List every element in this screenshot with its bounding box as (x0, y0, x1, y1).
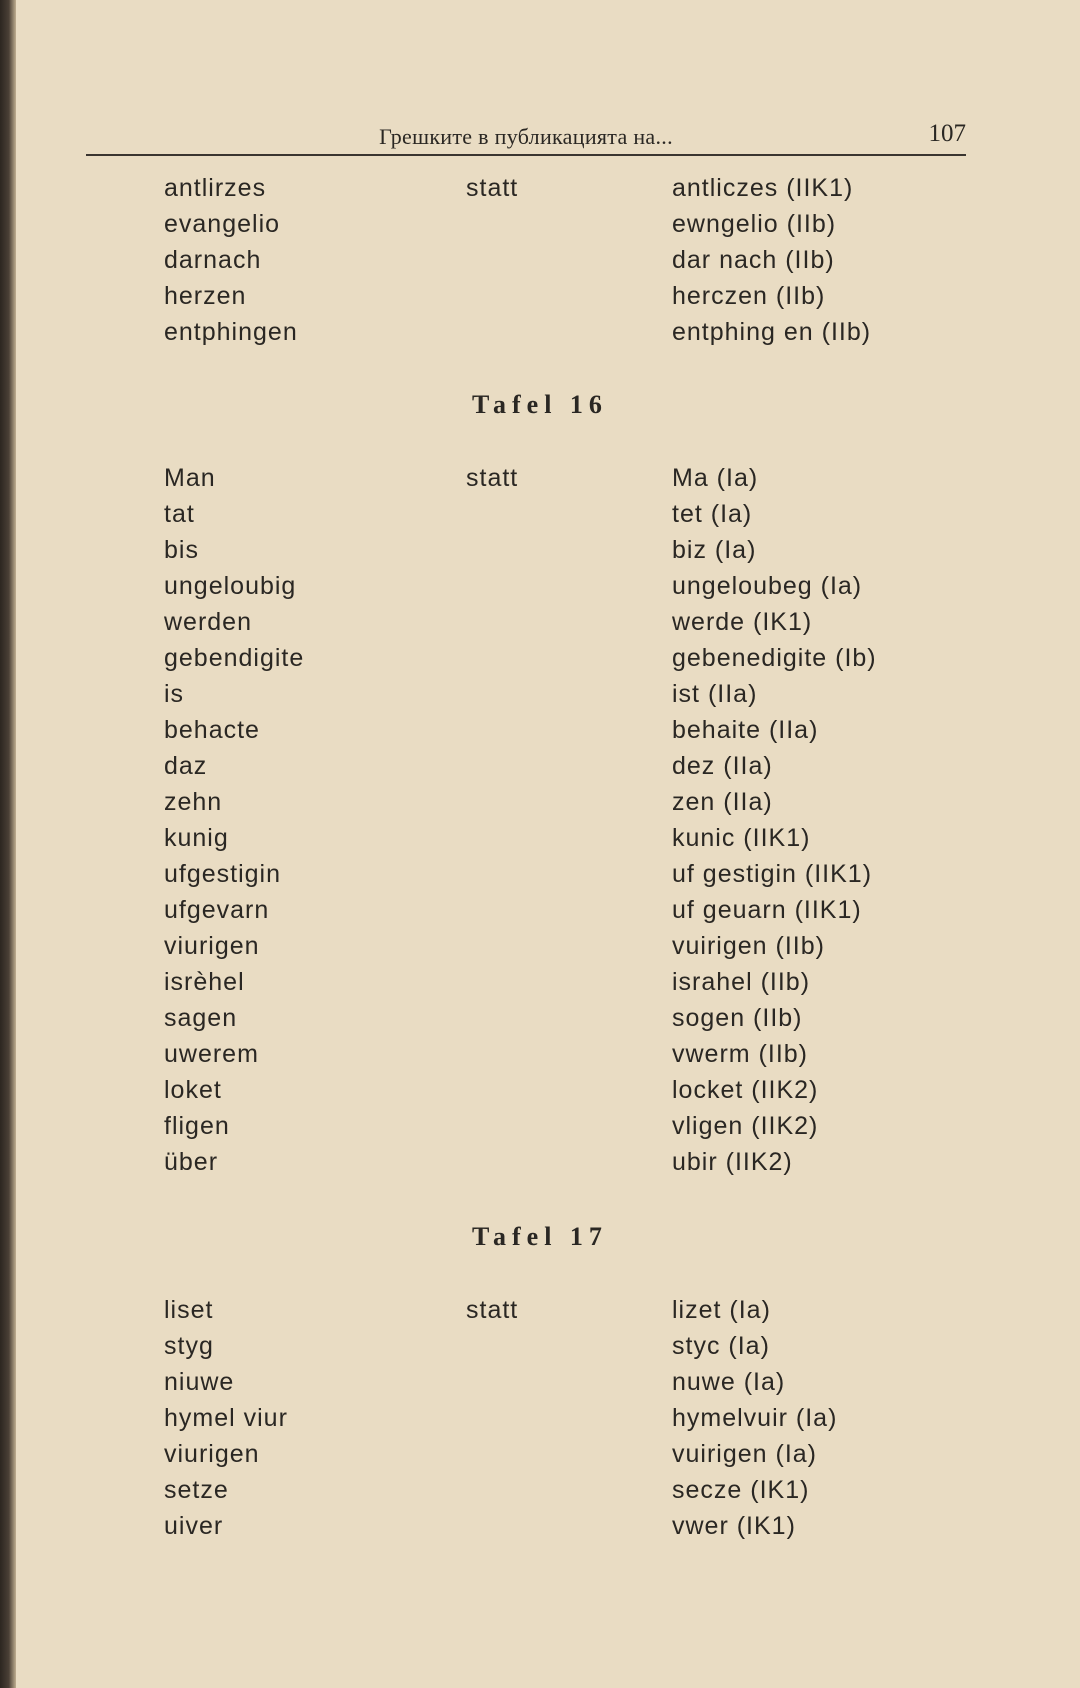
correct-form: locket (IIK2) (672, 1076, 819, 1104)
list-item (0, 640, 1080, 676)
list-item (0, 1400, 1080, 1436)
list-item (0, 1036, 1080, 1072)
list-item (0, 1108, 1080, 1144)
list-item (0, 242, 1080, 278)
list-item (0, 928, 1080, 964)
incorrect-form: fligen (164, 1112, 230, 1140)
correct-form: styc (Ia) (672, 1332, 770, 1360)
incorrect-form: ufgevarn (164, 896, 270, 924)
section-heading-tafel-17: Tafel 17 (472, 1222, 608, 1251)
correct-form: ubir (IIK2) (672, 1148, 793, 1176)
list-item (0, 1000, 1080, 1036)
list-item (0, 676, 1080, 712)
correct-form: antliczes (IIK1) (672, 174, 854, 202)
correct-form: ist (IIa) (672, 680, 758, 708)
incorrect-form: ungeloubig (164, 572, 297, 600)
incorrect-form: hymel viur (164, 1404, 288, 1432)
page-number: 107 (928, 120, 966, 147)
list-item (0, 820, 1080, 856)
list-item (0, 892, 1080, 928)
incorrect-form: liset (164, 1296, 214, 1324)
correct-form: kunic (IIK1) (672, 824, 811, 852)
correct-form: behaite (IIa) (672, 716, 819, 744)
correct-form: biz (Ia) (672, 536, 757, 564)
incorrect-form: daz (164, 752, 208, 780)
correct-form: secze (IK1) (672, 1476, 810, 1504)
list-item (0, 604, 1080, 640)
list-item (0, 314, 1080, 350)
list-item (0, 532, 1080, 568)
incorrect-form: uiver (164, 1512, 224, 1540)
correct-form: vwer (IK1) (672, 1512, 796, 1540)
correct-form: uf geuarn (IIK1) (672, 896, 862, 924)
list-item (0, 496, 1080, 532)
list-item (0, 568, 1080, 604)
incorrect-form: werden (164, 608, 252, 636)
correct-form: dez (IIa) (672, 752, 773, 780)
incorrect-form: viurigen (164, 932, 260, 960)
statt-label: statt (466, 1296, 519, 1324)
correct-form: vuirigen (Ia) (672, 1440, 817, 1468)
correct-form: gebenedigite (Ib) (672, 644, 877, 672)
correct-form: hymelvuir (Ia) (672, 1404, 838, 1432)
list-item (0, 1328, 1080, 1364)
incorrect-form: styg (164, 1332, 214, 1360)
incorrect-form: sagen (164, 1004, 238, 1032)
statt-label: statt (466, 174, 519, 202)
list-item (0, 1472, 1080, 1508)
incorrect-form: bis (164, 536, 199, 564)
list-item (0, 206, 1080, 242)
statt-label: statt (466, 464, 519, 492)
running-title: Грешките в публикацията на... (379, 124, 673, 149)
list-item (0, 1436, 1080, 1472)
list-item (0, 170, 1080, 206)
incorrect-form: behacte (164, 716, 260, 744)
running-header (86, 118, 966, 156)
correct-form: vuirigen (IIb) (672, 932, 825, 960)
incorrect-form: is (164, 680, 185, 708)
correct-form: vwerm (IIb) (672, 1040, 808, 1068)
section-heading-tafel-16: Tafel 16 (472, 390, 608, 419)
correct-form: sogen (IIb) (672, 1004, 803, 1032)
list-item (0, 1508, 1080, 1544)
list-item (0, 784, 1080, 820)
incorrect-form: herzen (164, 282, 247, 310)
list-item (0, 856, 1080, 892)
incorrect-form: gebendigite (164, 644, 305, 672)
incorrect-form: setze (164, 1476, 229, 1504)
list-item (0, 1292, 1080, 1328)
correct-form: uf gestigin (IIK1) (672, 860, 873, 888)
incorrect-form: viurigen (164, 1440, 260, 1468)
correct-form: Ma (Ia) (672, 464, 759, 492)
list-item (0, 278, 1080, 314)
list-item (0, 748, 1080, 784)
list-item (0, 1364, 1080, 1400)
incorrect-form: loket (164, 1076, 222, 1104)
correct-form: lizet (Ia) (672, 1296, 771, 1324)
correct-form: tet (Ia) (672, 500, 753, 528)
correct-form: israhel (IIb) (672, 968, 811, 996)
correct-form: zen (IIa) (672, 788, 773, 816)
correct-form: nuwe (Ia) (672, 1368, 786, 1396)
incorrect-form: evangelio (164, 210, 281, 238)
list-item (0, 1144, 1080, 1180)
correct-form: vligen (IIK2) (672, 1112, 819, 1140)
incorrect-form: niuwe (164, 1368, 235, 1396)
correct-form: entphing en (IIb) (672, 318, 872, 346)
incorrect-form: entphingen (164, 318, 298, 346)
incorrect-form: darnach (164, 246, 262, 274)
correct-form: werde (IK1) (672, 608, 813, 636)
incorrect-form: uwerem (164, 1040, 259, 1068)
correct-form: dar nach (IIb) (672, 246, 835, 274)
incorrect-form: isrèhel (164, 968, 245, 996)
incorrect-form: zehn (164, 788, 223, 816)
incorrect-form: ufgestigin (164, 860, 282, 888)
correct-form: herczen (IIb) (672, 282, 826, 310)
correct-form: ewngelio (IIb) (672, 210, 837, 238)
list-item (0, 1072, 1080, 1108)
list-item (0, 712, 1080, 748)
incorrect-form: kunig (164, 824, 229, 852)
incorrect-form: über (164, 1148, 219, 1176)
correct-form: ungeloubeg (Ia) (672, 572, 863, 600)
list-item (0, 964, 1080, 1000)
list-item (0, 460, 1080, 496)
incorrect-form: Man (164, 464, 216, 492)
incorrect-form: tat (164, 500, 195, 528)
incorrect-form: antlirzes (164, 174, 267, 202)
